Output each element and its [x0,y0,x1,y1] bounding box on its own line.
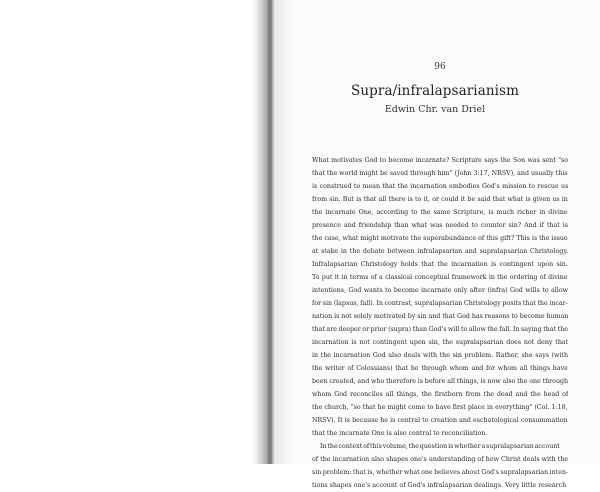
body-text [312,154,568,492]
body-line: the writer of Colossians) that he through whom and for whom all things have [312,365,568,372]
body-line: presence and friendship than what was needed to counter sin? And if that is [312,222,568,229]
body-line: What motivates God to become incarnate? Scripture says the Son was sent "so [312,157,568,164]
body-line: of the incarnation also shapes one's understanding of how Christ deals with the [312,456,568,463]
body-line: Infralapsarian Christology holds that the incarnation is contingent upon sin. [312,261,568,268]
body-line: incarnation is not contingent upon sin, the supralapsarian does not deny that [312,339,568,346]
body-line: In the context of this volume, the question is whether a supralapsarian account [320,443,560,450]
body-line: tions shapes one's account of God's infralapsarian dealings. Very little research [312,482,567,489]
body-line: the church, "so that he might come to have first place in everything" (Col. 1:18, [312,404,568,411]
left-blank-page [0,0,262,464]
page-number: 96 [434,62,446,72]
body-line: for sin (lapsus, fall). In contrast, supralapsarian Christology posits that the incar- [312,300,568,307]
chapter-title: Supra/infralapsarianism [351,83,519,99]
body-line: is construed to mean that the incarnation embodies God's mission to rescue us [312,183,568,190]
body-line: NRSV). It is because he is central to creation and eschatological consummation [312,417,568,424]
body-line: that the world might be saved through him" (John 3:17, NRSV), and usually this [312,170,568,177]
body-line: To put it in terms of a classical conceptual framework in the ordering of divine [312,274,568,281]
body-line: sin problem: that is, whether what one believes about God's supralapsarian inten- [312,469,568,476]
body-line: the incarnate One, according to the same Scripture, is much richer in divine [312,209,568,216]
body-line: nation is not solely motivated by sin and that God has reasons to become human [312,313,568,320]
body-line: intentions, God wants to become incarnate only after (infra) God wills to allow [312,287,568,294]
book-spine-fold [268,0,272,464]
chapter-author: Edwin Chr. van Driel [384,104,486,115]
body-line: at stake in the debate between infralapsarian and supralapsarian Christology. [312,248,568,255]
body-line: that the incarnate One is also central to reconciliation. [312,430,488,437]
body-line: been created, and who therefore is before all things, is now also the one through [312,378,568,385]
body-line: whom God reconciles all things, the firstborn from the dead and the head of [312,391,568,398]
body-line: the case, what might motivate the superabundance of this gift? This is the issue [312,235,568,242]
body-line: that are deeper or prior (supra) than God's will to allow the fall. In saying that the [312,326,568,333]
body-line: in the incarnation God also deals with the sin problem. Rather, she says (with [312,352,568,359]
body-line: from sin. But is that all there is to it, or could it be said that what is given us in [312,196,568,203]
